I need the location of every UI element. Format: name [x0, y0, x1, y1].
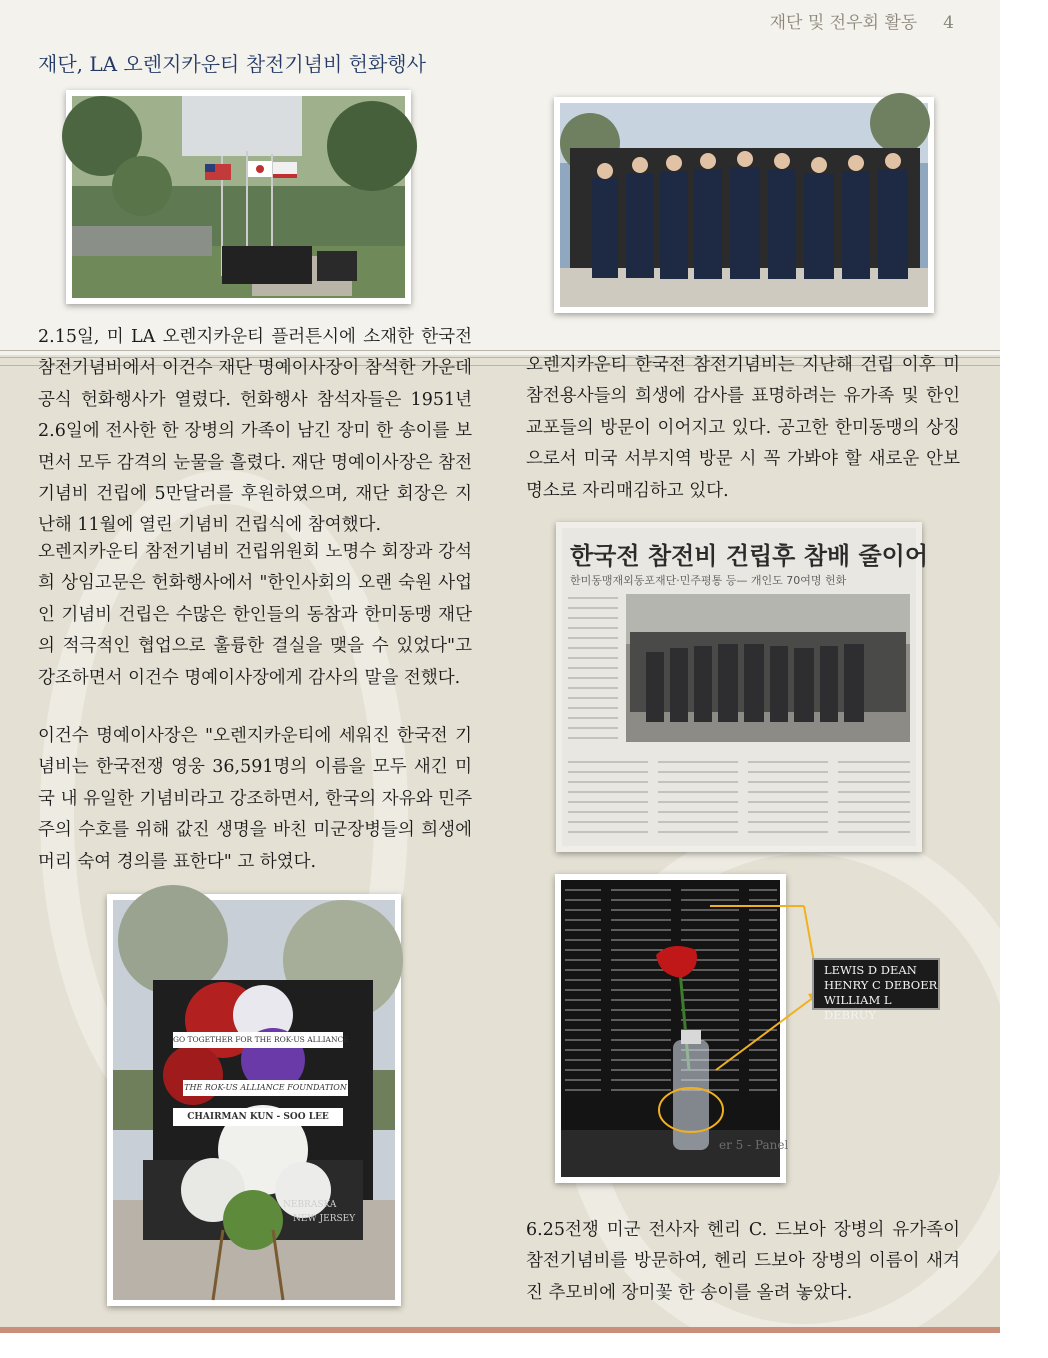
paragraph-rose-caption: 6.25전쟁 미군 전사자 헨리 C. 드보아 장병의 유가족이 참전기념비를 방문하여, 헨리 드보아 장병의 이름이 새겨진 추모비에 장미꽃 한 송이를 올려 놓았다.: [526, 1220, 960, 1303]
wreath-ribbon-2: THE ROK-US ALLIANCE FOUNDATION: [183, 1080, 348, 1096]
memorial-base-label-2: NEW JERSEY: [293, 1214, 356, 1224]
zoomed-name-3: WILLIAM L DEBRUY: [824, 993, 892, 1022]
photo-group-attendees: [554, 97, 934, 313]
highlight-arrows: [700, 890, 830, 1110]
paragraph-event-summary: 2.15일, 미 LA 오렌지카운티 플러튼시에 소재한 한국전 참전기념비에서 이건수 재단 명예이사장이 참석한 가운데 공식 헌화행사가 열렸다. 헌화행사 참석자들은 1951년 2.6일에 전사한 한 장병의 가족이 남긴 장미 한 송이를 보면서 모두 감격의 눈물을 흘렸다. 재단 명예이사장은 참전기념비 건립에 5만달러를 후원하였으며, 재단 회장은 지난해 11월에 열린 기념비 건립식에 참여했다.: [38, 327, 472, 536]
newspaper-clipping: [556, 522, 928, 852]
paragraph-chairman-remarks: 이건수 명예이사장은 "오렌지카운티에 세워진 한국전 기념비는 한국전쟁 영웅 36,591명의 이름을 모두 새긴 미국 내 유일한 기념비라고 강조하면서, 한국의 자유와 민주주의 수호를 위해 값진 생명을 바친 미군장병들의 희생에 머리 숙여 경의를 표한다" 고 하였다.: [38, 726, 472, 872]
photo-wreath: [107, 894, 401, 1306]
zoomed-name-1: LEWIS D DEAN: [824, 963, 917, 977]
newspaper-subhead: 한미동맹재외동포재단·민주평통 등— 개인도 70여명 헌화: [570, 574, 847, 587]
page-title: 재단, LA 오렌지카운티 참전기념비 헌화행사: [38, 52, 426, 76]
wall-panel-label: er 5 - Panel: [719, 1138, 789, 1152]
bottom-accent-bar: [0, 1327, 1000, 1333]
paragraph-memorial-visits: 오렌지카운티 한국전 참전기념비는 지난해 건립 이후 미 참전용사들의 희생에 감사를 표명하려는 유가족 및 한인 교포들의 방문이 이어지고 있다. 공고한 한미동맹의 상징으로서 미국 서부지역 방문 시 꼭 가봐야 할 새로운 안보 명소로 자리매김하고 있다.: [526, 355, 960, 501]
photo-memorial-park: [66, 90, 411, 304]
wreath-ribbon-1: GO TOGETHER FOR THE ROK-US ALLIANCE: [173, 1032, 343, 1048]
paragraph-committee-remarks: 오렌지카운티 참전기념비 건립위원회 노명수 회장과 강석희 상임고문은 헌화행사에서 "한인사회의 오랜 숙원 사업인 기념비 건립은 수많은 한인들의 동참과 한미동맹 재단의 적극적인 협업으로 훌륭한 결실을 맺을 수 있었다"고 강조하면서 이건수 명예이사장에게 감사의 말을 전했다.: [38, 542, 472, 688]
page-number: 4: [943, 13, 954, 33]
header-section: 재단 및 전우회 활동: [769, 13, 918, 33]
wreath-ribbon-3: CHAIRMAN KUN - SOO LEE: [173, 1108, 343, 1126]
zoomed-name-2: HENRY C DEBOER: [824, 978, 938, 992]
page-header: [744, 8, 954, 33]
newspaper-headline: 한국전 참전비 건립후 참배 줄이어: [570, 542, 928, 570]
zoomed-names-inset: [812, 958, 940, 1022]
memorial-base-label-1: NEBRASKA: [283, 1200, 337, 1210]
